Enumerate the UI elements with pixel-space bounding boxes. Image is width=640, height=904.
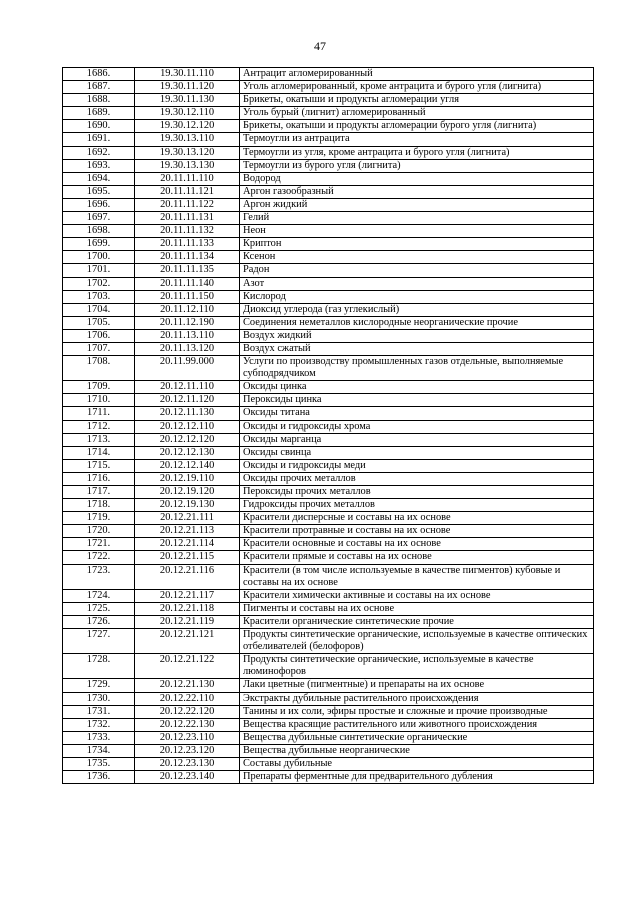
row-number-cell: 1696.: [63, 198, 135, 211]
okpd-code-cell: 20.11.99.000: [135, 356, 240, 381]
table-row: [63, 771, 594, 784]
okpd-code-cell: 19.30.11.120: [135, 81, 240, 94]
row-number-cell: 1722.: [63, 551, 135, 564]
okpd-code-cell: 20.12.21.111: [135, 512, 240, 525]
product-name-cell: Красители дисперсные и составы на их основе: [240, 512, 594, 525]
okpd-code-cell: 20.12.21.121: [135, 629, 240, 654]
table-row: [63, 133, 594, 146]
row-number-cell: 1703.: [63, 290, 135, 303]
okpd-code-cell: 20.12.21.113: [135, 525, 240, 538]
table-row: [63, 407, 594, 420]
table-row: [63, 433, 594, 446]
product-name-cell: Экстракты дубильные растительного происхождения: [240, 692, 594, 705]
table-row: [63, 120, 594, 133]
product-name-cell: Вещества дубильные синтетические органические: [240, 731, 594, 744]
row-number-cell: 1714.: [63, 446, 135, 459]
okpd-code-cell: 20.12.21.119: [135, 615, 240, 628]
row-number-cell: 1718.: [63, 499, 135, 512]
product-name-cell: Оксиды цинка: [240, 381, 594, 394]
okpd-code-cell: 20.12.12.120: [135, 433, 240, 446]
product-name-cell: Гелий: [240, 212, 594, 225]
classifier-table-body: [63, 68, 594, 784]
row-number-cell: 1711.: [63, 407, 135, 420]
table-row: [63, 589, 594, 602]
product-name-cell: Оксиды свинца: [240, 446, 594, 459]
table-row: [63, 290, 594, 303]
table-row: [63, 303, 594, 316]
page-number: 47: [314, 39, 326, 53]
table-row: [63, 342, 594, 355]
okpd-code-cell: 20.12.19.110: [135, 472, 240, 485]
table-row: [63, 394, 594, 407]
row-number-cell: 1712.: [63, 420, 135, 433]
okpd-code-cell: 20.11.13.120: [135, 342, 240, 355]
table-row: [63, 381, 594, 394]
table-row: [63, 615, 594, 628]
table-row: [63, 146, 594, 159]
row-number-cell: 1732.: [63, 718, 135, 731]
okpd-code-cell: 20.11.11.150: [135, 290, 240, 303]
product-name-cell: Красители органические синтетические прочие: [240, 615, 594, 628]
row-number-cell: 1706.: [63, 329, 135, 342]
row-number-cell: 1687.: [63, 81, 135, 94]
okpd-code-cell: 20.12.22.120: [135, 705, 240, 718]
okpd-code-cell: 20.11.11.131: [135, 212, 240, 225]
row-number-cell: 1688.: [63, 94, 135, 107]
table-row: [63, 731, 594, 744]
product-name-cell: Воздух сжатый: [240, 342, 594, 355]
product-name-cell: Уголь агломерированный, кроме антрацита и бурого угля (лигнита): [240, 81, 594, 94]
product-name-cell: Пигменты и составы на их основе: [240, 602, 594, 615]
table-row: [63, 356, 594, 381]
row-number-cell: 1690.: [63, 120, 135, 133]
row-number-cell: 1713.: [63, 433, 135, 446]
okpd-code-cell: 19.30.11.110: [135, 68, 240, 81]
okpd-code-cell: 20.12.21.117: [135, 589, 240, 602]
product-name-cell: Оксиды и гидроксиды хрома: [240, 420, 594, 433]
table-row: [63, 238, 594, 251]
table-row: [63, 159, 594, 172]
row-number-cell: 1731.: [63, 705, 135, 718]
table-row: [63, 446, 594, 459]
row-number-cell: 1702.: [63, 277, 135, 290]
table-row: [63, 329, 594, 342]
product-name-cell: Антрацит агломерированный: [240, 68, 594, 81]
product-name-cell: Гидроксиды прочих металлов: [240, 499, 594, 512]
table-row: [63, 486, 594, 499]
okpd-code-cell: 20.12.19.120: [135, 486, 240, 499]
product-name-cell: Криптон: [240, 238, 594, 251]
okpd-code-cell: 20.11.11.134: [135, 251, 240, 264]
okpd-code-cell: 19.30.13.110: [135, 133, 240, 146]
product-name-cell: Пероксиды прочих металлов: [240, 486, 594, 499]
row-number-cell: 1721.: [63, 538, 135, 551]
row-number-cell: 1707.: [63, 342, 135, 355]
table-row: [63, 718, 594, 731]
okpd-code-cell: 20.11.11.122: [135, 198, 240, 211]
okpd-code-cell: 20.12.19.130: [135, 499, 240, 512]
table-row: [63, 564, 594, 589]
table-row: [63, 420, 594, 433]
row-number-cell: 1724.: [63, 589, 135, 602]
okpd-code-cell: 20.12.22.110: [135, 692, 240, 705]
table-row: [63, 459, 594, 472]
product-name-cell: Азот: [240, 277, 594, 290]
okpd-code-cell: 19.30.12.120: [135, 120, 240, 133]
row-number-cell: 1733.: [63, 731, 135, 744]
okpd-code-cell: 20.12.23.110: [135, 731, 240, 744]
okpd-code-cell: 19.30.13.120: [135, 146, 240, 159]
row-number-cell: 1699.: [63, 238, 135, 251]
table-row: [63, 212, 594, 225]
okpd-code-cell: 20.12.11.110: [135, 381, 240, 394]
okpd-code-cell: 20.12.21.118: [135, 602, 240, 615]
product-name-cell: Аргон жидкий: [240, 198, 594, 211]
row-number-cell: 1708.: [63, 356, 135, 381]
row-number-cell: 1736.: [63, 771, 135, 784]
row-number-cell: 1729.: [63, 679, 135, 692]
row-number-cell: 1725.: [63, 602, 135, 615]
row-number-cell: 1695.: [63, 185, 135, 198]
product-name-cell: Брикеты, окатыши и продукты агломерации угля: [240, 94, 594, 107]
table-row: [63, 81, 594, 94]
table-row: [63, 172, 594, 185]
table-row: [63, 251, 594, 264]
product-name-cell: Термоугли из бурого угля (лигнита): [240, 159, 594, 172]
table-row: [63, 198, 594, 211]
okpd-code-cell: 20.12.11.120: [135, 394, 240, 407]
okpd-code-cell: 20.11.12.190: [135, 316, 240, 329]
product-name-cell: Аргон газообразный: [240, 185, 594, 198]
product-name-cell: Танины и их соли, эфиры простые и сложные и прочие производные: [240, 705, 594, 718]
okpd-code-cell: 20.12.12.110: [135, 420, 240, 433]
okpd-code-cell: 20.11.11.135: [135, 264, 240, 277]
row-number-cell: 1692.: [63, 146, 135, 159]
table-row: [63, 499, 594, 512]
product-name-cell: Красители прямые и составы на их основе: [240, 551, 594, 564]
okpd-code-cell: 20.11.11.121: [135, 185, 240, 198]
row-number-cell: 1728.: [63, 654, 135, 679]
row-number-cell: 1730.: [63, 692, 135, 705]
table-row: [63, 512, 594, 525]
row-number-cell: 1709.: [63, 381, 135, 394]
okpd-code-cell: 20.12.23.140: [135, 771, 240, 784]
table-row: [63, 705, 594, 718]
product-name-cell: Кислород: [240, 290, 594, 303]
table-row: [63, 757, 594, 770]
okpd-code-cell: 20.12.22.130: [135, 718, 240, 731]
okpd-code-cell: 20.11.12.110: [135, 303, 240, 316]
okpd-code-cell: 19.30.12.110: [135, 107, 240, 120]
okpd-code-cell: 19.30.13.130: [135, 159, 240, 172]
table-row: [63, 538, 594, 551]
row-number-cell: 1717.: [63, 486, 135, 499]
product-name-cell: Оксиды марганца: [240, 433, 594, 446]
okpd-code-cell: 20.12.21.116: [135, 564, 240, 589]
okpd-code-cell: 20.12.21.115: [135, 551, 240, 564]
table-row: [63, 744, 594, 757]
product-name-cell: Красители (в том числе используемые в качестве пигментов) кубовые и составы на их основе: [240, 564, 594, 589]
row-number-cell: 1700.: [63, 251, 135, 264]
okpd-code-cell: 20.11.11.110: [135, 172, 240, 185]
row-number-cell: 1697.: [63, 212, 135, 225]
product-name-cell: Лаки цветные (пигментные) и препараты на их основе: [240, 679, 594, 692]
product-name-cell: Соединения неметаллов кислородные неорганические прочие: [240, 316, 594, 329]
product-name-cell: Продукты синтетические органические, используемые в качестве оптических отбеливателей (белофоров): [240, 629, 594, 654]
product-name-cell: Воздух жидкий: [240, 329, 594, 342]
product-name-cell: Оксиды и гидроксиды меди: [240, 459, 594, 472]
product-name-cell: Радон: [240, 264, 594, 277]
product-name-cell: Оксиды прочих металлов: [240, 472, 594, 485]
product-name-cell: Составы дубильные: [240, 757, 594, 770]
product-name-cell: Продукты синтетические органические, используемые в качестве люминофоров: [240, 654, 594, 679]
table-row: [63, 94, 594, 107]
row-number-cell: 1693.: [63, 159, 135, 172]
okpd-code-cell: 19.30.11.130: [135, 94, 240, 107]
product-name-cell: Вещества дубильные неорганические: [240, 744, 594, 757]
table-row: [63, 654, 594, 679]
row-number-cell: 1686.: [63, 68, 135, 81]
product-name-cell: Водород: [240, 172, 594, 185]
okpd-code-cell: 20.11.11.133: [135, 238, 240, 251]
table-row: [63, 107, 594, 120]
row-number-cell: 1710.: [63, 394, 135, 407]
product-name-cell: Уголь бурый (лигнит) агломерированный: [240, 107, 594, 120]
row-number-cell: 1720.: [63, 525, 135, 538]
product-name-cell: Оксиды титана: [240, 407, 594, 420]
product-name-cell: Препараты ферментные для предварительного дубления: [240, 771, 594, 784]
table-row: [63, 68, 594, 81]
product-name-cell: Красители основные и составы на их основе: [240, 538, 594, 551]
product-name-cell: Брикеты, окатыши и продукты агломерации бурого угля (лигнита): [240, 120, 594, 133]
row-number-cell: 1698.: [63, 225, 135, 238]
product-name-cell: Диоксид углерода (газ углекислый): [240, 303, 594, 316]
table-row: [63, 692, 594, 705]
okpd-code-cell: 20.12.21.122: [135, 654, 240, 679]
row-number-cell: 1691.: [63, 133, 135, 146]
table-row: [63, 264, 594, 277]
row-number-cell: 1735.: [63, 757, 135, 770]
okpd-code-cell: 20.12.12.140: [135, 459, 240, 472]
table-row: [63, 679, 594, 692]
row-number-cell: 1716.: [63, 472, 135, 485]
product-name-cell: Неон: [240, 225, 594, 238]
product-name-cell: Пероксиды цинка: [240, 394, 594, 407]
table-row: [63, 225, 594, 238]
table-row: [63, 185, 594, 198]
product-name-cell: Ксенон: [240, 251, 594, 264]
okpd-code-cell: 20.11.11.140: [135, 277, 240, 290]
row-number-cell: 1689.: [63, 107, 135, 120]
okpd-code-cell: 20.12.21.114: [135, 538, 240, 551]
table-row: [63, 472, 594, 485]
table-row: [63, 525, 594, 538]
product-name-cell: Красители химически активные и составы на их основе: [240, 589, 594, 602]
row-number-cell: 1719.: [63, 512, 135, 525]
row-number-cell: 1715.: [63, 459, 135, 472]
product-name-cell: Термоугли из антрацита: [240, 133, 594, 146]
product-name-cell: Услуги по производству промышленных газов отдельные, выполняемые субподрядчиком: [240, 356, 594, 381]
okpd-code-cell: 20.12.23.130: [135, 757, 240, 770]
row-number-cell: 1734.: [63, 744, 135, 757]
okpd-code-cell: 20.12.21.130: [135, 679, 240, 692]
row-number-cell: 1701.: [63, 264, 135, 277]
table-row: [63, 602, 594, 615]
row-number-cell: 1704.: [63, 303, 135, 316]
classifier-table: [62, 67, 594, 784]
okpd-code-cell: 20.11.11.132: [135, 225, 240, 238]
okpd-code-cell: 20.12.11.130: [135, 407, 240, 420]
table-row: [63, 316, 594, 329]
row-number-cell: 1694.: [63, 172, 135, 185]
okpd-code-cell: 20.12.23.120: [135, 744, 240, 757]
row-number-cell: 1705.: [63, 316, 135, 329]
product-name-cell: Красители протравные и составы на их основе: [240, 525, 594, 538]
row-number-cell: 1727.: [63, 629, 135, 654]
table-row: [63, 629, 594, 654]
product-name-cell: Вещества красящие растительного или животного происхождения: [240, 718, 594, 731]
table-row: [63, 277, 594, 290]
table-row: [63, 551, 594, 564]
row-number-cell: 1726.: [63, 615, 135, 628]
okpd-code-cell: 20.12.12.130: [135, 446, 240, 459]
row-number-cell: 1723.: [63, 564, 135, 589]
product-name-cell: Термоугли из угля, кроме антрацита и бурого угля (лигнита): [240, 146, 594, 159]
okpd-code-cell: 20.11.13.110: [135, 329, 240, 342]
